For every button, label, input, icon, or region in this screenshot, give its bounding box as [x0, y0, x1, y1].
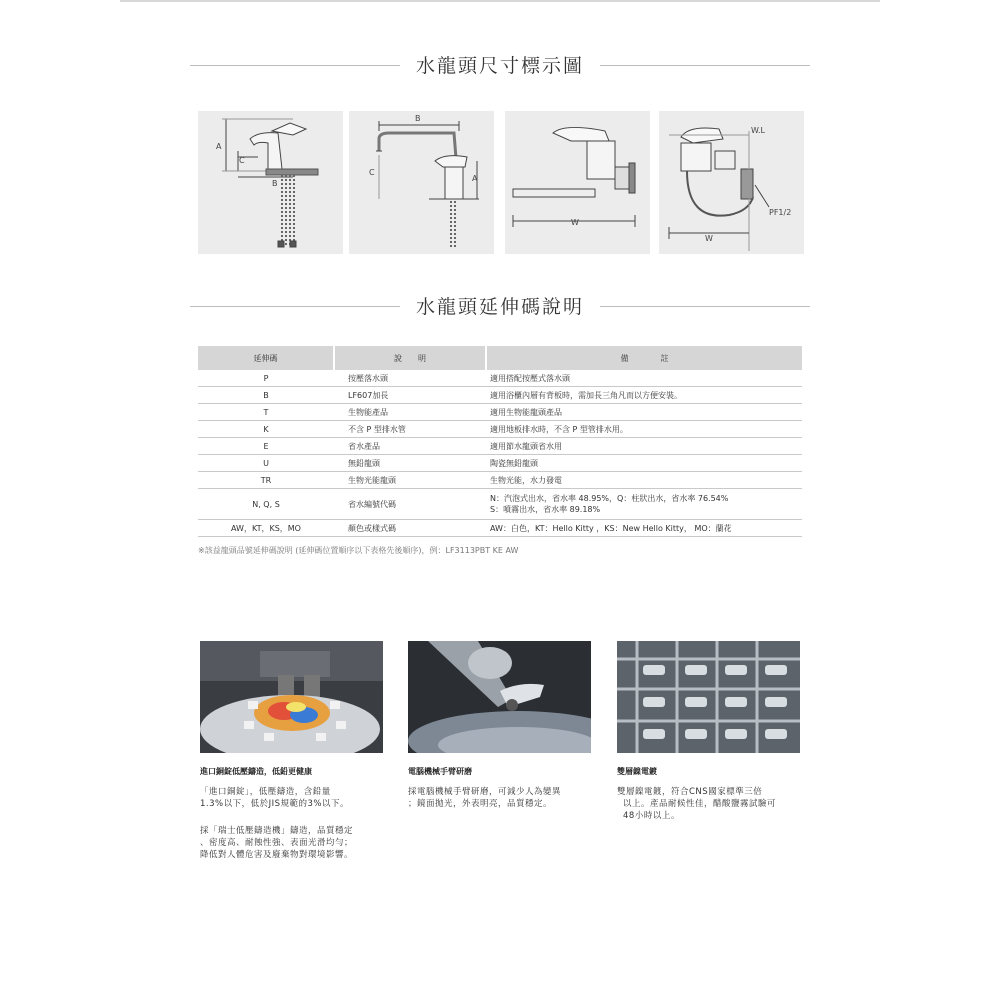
table-row [198, 438, 802, 455]
header-code: 延伸碼 [198, 346, 334, 370]
row-code: K [198, 421, 334, 438]
title-rule-right [600, 306, 810, 307]
feature-text-robot [408, 786, 561, 810]
table-row [198, 421, 802, 438]
label-b: B [272, 179, 278, 188]
row-code: E [198, 438, 334, 455]
row-desc: 無鉛龍頭 [334, 455, 486, 472]
dimension-diagram-kitchen-faucet [349, 111, 494, 254]
title-rule-right [600, 65, 810, 66]
dimension-diagram-basin-faucet [198, 111, 343, 254]
row-note: 生物光能，水力發電 [486, 472, 802, 489]
table-footnote: ※該益龍頭品號延伸碼說明 (延伸碼位置順序以下表格先後順序)，例：LF3113PBT KE AW [198, 546, 519, 555]
table-row [198, 520, 802, 537]
code-section-title: 水龍頭延伸碼說明 [415, 296, 584, 318]
table-row [198, 455, 802, 472]
row-code: B [198, 387, 334, 404]
label-a: A [472, 174, 478, 183]
row-desc: LF607加長 [334, 387, 486, 404]
row-code: N, Q, S [198, 489, 334, 520]
table-row [198, 404, 802, 421]
table-row [198, 472, 802, 489]
row-note [486, 489, 802, 520]
row-note: 適用節水龍頭省水用 [486, 438, 802, 455]
feature-line: 1.3%以下，低於JIS規範的3%以下。 [200, 799, 349, 809]
feature-text-plating [617, 786, 776, 822]
row-code: T [198, 404, 334, 421]
row-desc: 省水編號代碼 [334, 489, 486, 520]
row-desc: 顏色或樣式碼 [334, 520, 486, 537]
row-note-line: N：汽泡式出水，省水率 48.95%，Q：柱狀出水，省水率 76.54% [490, 494, 729, 503]
feature-line: 採電腦機械手臂研磨，可減少人為變異 [408, 787, 562, 797]
row-note: 適用生物能龍頭產品 [486, 404, 802, 421]
dimension-diagram-wall-faucet [505, 111, 650, 254]
row-desc: 省水產品 [334, 438, 486, 455]
header-note: 備 註 [486, 346, 802, 370]
label-w: W [571, 218, 579, 227]
header-desc: 說 明 [334, 346, 486, 370]
extension-code-table [198, 346, 802, 537]
top-divider [120, 0, 880, 2]
feature-title-plating: 雙層鎳電鍍 [617, 767, 657, 776]
row-note-line: S：噴霧出水，省水率 89.18% [490, 505, 601, 514]
feature-line: 採「瑞士低壓鑄造機」鑄造，品質穩定 [200, 826, 354, 836]
label-b: B [415, 114, 421, 123]
row-code: AW，KT，KS，MO [198, 520, 334, 537]
feature-line: 、密度高、耐蝕性強、表面光滑均勻； [200, 838, 354, 848]
label-a: A [216, 142, 222, 151]
row-note: 適用浴櫃內層有背板時，需加長三角凡而以方便安裝。 [486, 387, 802, 404]
feature-line: 以上。產品耐候性佳，醋酸鹽霧試驗可 [623, 799, 777, 809]
electroplating-rack-photo [617, 641, 800, 753]
row-desc: 生物能產品 [334, 404, 486, 421]
feature-text-casting [200, 786, 349, 810]
row-code: P [198, 370, 334, 387]
table-header-row [198, 346, 802, 370]
dimension-section-header [190, 51, 810, 81]
robot-arm-photo [408, 641, 591, 753]
feature-title-robot: 電腦機械手臂研磨 [408, 767, 472, 776]
table-row [198, 489, 802, 520]
feature-text-casting-2 [200, 825, 353, 861]
row-note: 適用地板排水時，不含 P 型管排水用。 [486, 421, 802, 438]
label-c: C [239, 156, 245, 165]
feature-line: 降低對人體危害及廢棄物對環境影響。 [200, 850, 354, 860]
label-w: W [705, 234, 713, 243]
row-code: U [198, 455, 334, 472]
feature-line: 雙層鎳電鍍，符合CNS國家標準三倍 [617, 787, 763, 797]
feature-line: 48小時以上。 [623, 811, 680, 821]
table-row [198, 370, 802, 387]
feature-line: 「進口銅錠」，低壓鑄造，含鉛量 [200, 787, 331, 797]
code-section-header [190, 292, 810, 322]
row-desc: 按壓落水頭 [334, 370, 486, 387]
casting-machine-photo [200, 641, 383, 753]
label-wl: W.L [751, 126, 765, 135]
dimension-diagram-wall-faucet-front [659, 111, 804, 254]
row-note: 陶瓷無鉛龍頭 [486, 455, 802, 472]
dimension-section-title: 水龍頭尺寸標示圖 [415, 55, 584, 77]
label-c: C [369, 168, 375, 177]
feature-line: ；鏡面拋光，外表明亮，品質穩定。 [408, 799, 553, 809]
feature-title-casting: 進口銅錠低壓鑄造，低鉛更健康 [200, 767, 312, 776]
row-desc: 不含 P 型排水管 [334, 421, 486, 438]
row-desc: 生物光能龍頭 [334, 472, 486, 489]
label-pf: PF1/2 [769, 208, 792, 217]
row-note: AW：白色，KT：Hello Kitty ，KS：New Hello Kitty， MO：蘭花 [486, 520, 802, 537]
row-note: 適用搭配按壓式落水頭 [486, 370, 802, 387]
table-row [198, 387, 802, 404]
row-code: TR [198, 472, 334, 489]
